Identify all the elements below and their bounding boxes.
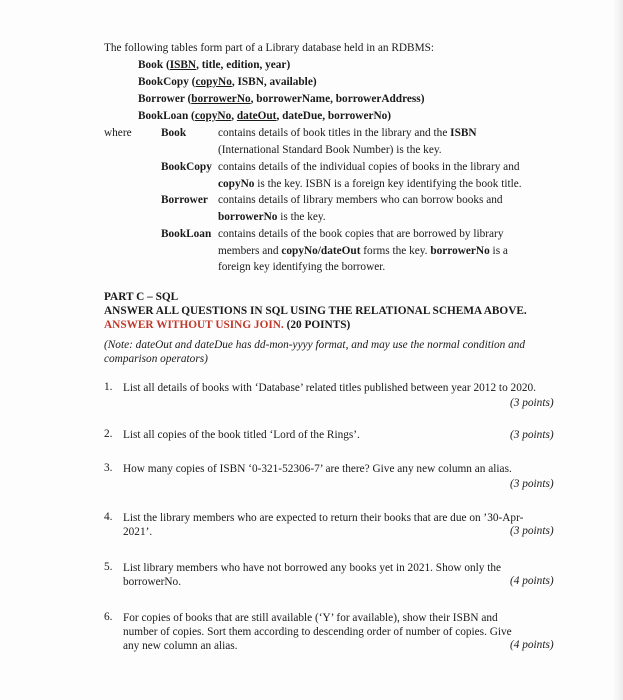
question-text-line2: number of copies. Sort them according to descending order of number of copies. Give [123,626,512,638]
question-text-line1: How many copies of ISBN ‘0-321-52306-7’ are there? Give any new column an alias. [123,463,512,475]
schema-bookloan-paren: ( [188,110,195,122]
question-text-line1: For copies of books that are still available (‘Y’ for available), show their ISBN and [123,612,498,624]
schema-borrower-paren: ( [184,93,192,105]
page-edge-shadow [613,0,623,700]
schema-bookcopy-paren: ( [188,76,196,88]
schema-bookcopy [138,75,317,89]
part-instruction: ANSWER ALL QUESTIONS IN SQL USING THE RELATIONAL SCHEMA ABOVE. [104,305,527,317]
question-number: 3. [104,462,113,474]
schema-bookcopy-key: copyNo [195,76,232,88]
where-bookloan-text-c: forms the key. [360,245,431,257]
part-note-line2: comparison operators) [104,353,208,365]
schema-borrower [138,92,424,106]
question-text-line1: List the library members who are expected to return their books that are due on ’30-Apr- [123,512,524,524]
question-points: (3 points) [510,478,554,490]
schema-borrower-name: Borrower [138,93,185,105]
schema-book [138,58,290,72]
schema-bookloan-key1: copyNo [194,110,232,122]
intro-text: The following tables form part of a Library database held in an RDBMS: [104,42,435,54]
where-book-line1 [218,126,477,140]
question-points: (3 points) [510,429,554,441]
where-borrower-key: borrowerNo [218,211,278,223]
where-bookloan-text-a: members and [218,245,282,257]
where-bookloan-fk: borrowerNo [430,245,490,257]
question-number: 6. [104,611,113,623]
question-number: 2. [104,428,113,440]
question-text-line2: borrowerNo. [123,576,182,588]
question-number: 1. [104,381,113,393]
schema-book-key: ISBN [169,59,197,71]
schema-borrower-rest: , borrowerName, borrowerAddress) [250,93,425,105]
question-text-line1: List library members who have not borrowed any books yet in 2021. Show only the [123,562,502,574]
where-bookloan-line1: contains details of the book copies that are borrowed by library [218,228,504,240]
schema-bookloan-key2: dateOut [236,110,277,122]
schema-bookloan [138,109,391,123]
question-number: 5. [104,561,113,573]
schema-book-rest: , title, edition, year) [196,59,291,71]
where-bookloan-key: copyNo/dateOut [281,245,361,257]
schema-book-paren: ( [163,59,170,71]
where-bookloan-name: BookLoan [161,228,212,240]
question-points: (3 points) [510,397,554,409]
question-text-line3: any new column an alias. [123,640,238,652]
part-constraint-red: ANSWER WITHOUT USING JOIN. [104,319,284,331]
question-number: 4. [104,511,113,523]
question-text-line1: List all details of books with ‘Database’ related titles published between year 2012 to 2020. [123,382,536,394]
part-note-line1: (Note: dateOut and dateDue has dd-mon-yyyy format, and may use the normal condition and [104,339,526,351]
where-book-text: contains details of book titles in the library and the [218,127,451,139]
schema-borrower-key: borrowerNo [191,93,251,105]
question-text-line2: 2021’. [123,526,153,538]
question-text-line1: List all copies of the book titled ‘Lord of the Rings’. [123,429,360,441]
schema-bookloan-rest: , dateDue, borrowerNo) [276,110,392,122]
part-title: PART C – SQL [104,291,179,303]
where-book-line2: (International Standard Book Number) is the key. [218,144,442,156]
where-borrower-name: Borrower [161,194,208,206]
question-points: (3 points) [510,525,554,537]
schema-bookcopy-rest: , ISBN, available) [231,76,317,88]
question-points: (4 points) [510,575,554,587]
where-bookcopy-line2 [218,177,522,191]
where-bookloan-line2 [218,244,508,258]
where-bookcopy-key: copyNo [218,178,255,190]
where-book-key: ISBN [450,127,477,139]
schema-bookloan-name: BookLoan [138,110,189,122]
where-label: where [104,127,132,139]
schema-bookloan-sep: , [231,110,237,122]
where-borrower-line1: contains details of library members who can borrow books and [218,194,503,206]
part-constraint-points: (20 POINTS) [283,319,351,331]
where-bookloan-line3: foreign key identifying the borrower. [218,261,386,273]
where-bookloan-text-e: is a [489,245,508,257]
where-book-name: Book [161,127,187,139]
part-constraint [104,318,350,332]
where-bookcopy-line1: contains details of the individual copies of books in the library and [218,161,520,173]
where-borrower-line2 [218,210,326,224]
where-bookcopy-name: BookCopy [161,161,212,173]
schema-bookcopy-name: BookCopy [138,76,189,88]
where-borrower-text: is the key. [277,211,326,223]
question-points: (4 points) [510,639,554,651]
schema-book-name: Book [138,59,164,71]
where-bookcopy-text: is the key. ISBN is a foreign key identifying the book title. [254,178,522,190]
